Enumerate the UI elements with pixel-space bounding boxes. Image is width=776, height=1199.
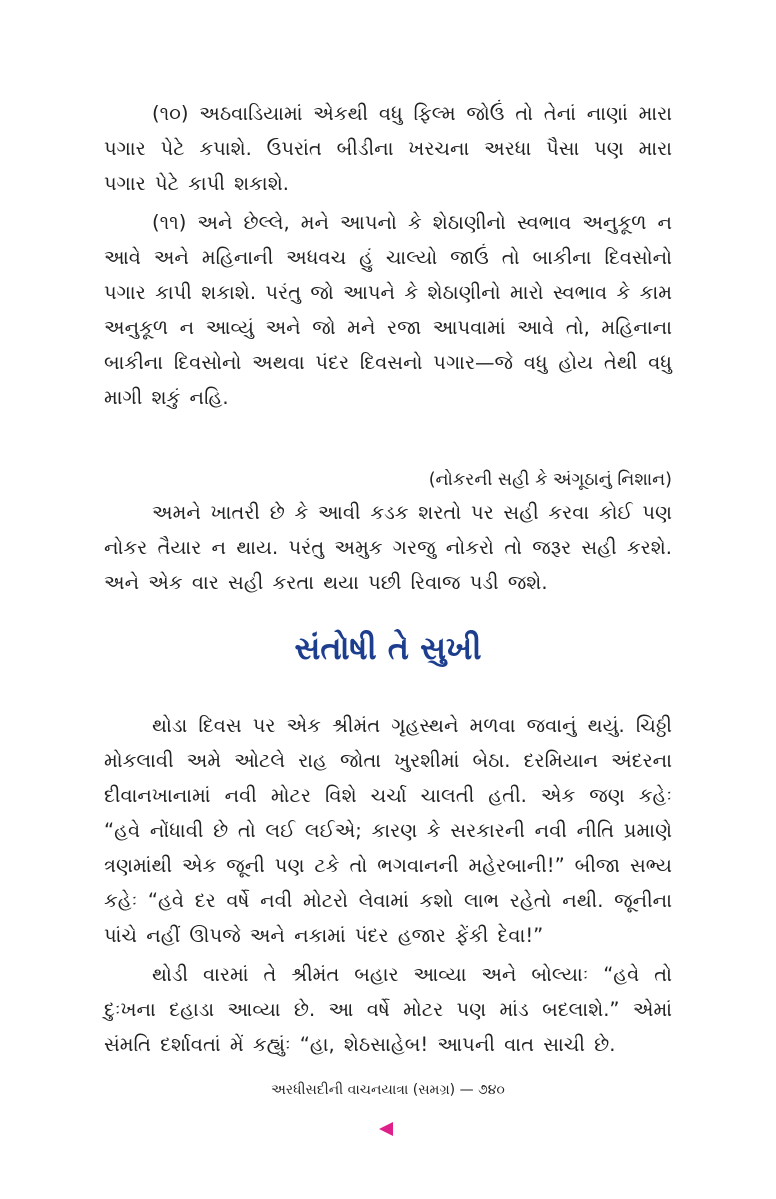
story-paragraph: થોડા દિવસ પર એક શ્રીમંત ગૃહસ્થને મળવા જવાનું થયું. ચિઠ્ઠી મોકલાવી અમે ઓટલે રાહ જોતા ખુરશીમાં બેઠા. દરમિયાન અંદરના દીવાનખાનામાં નવી મોટર વિશે ચર્ચા ચાલતી હતી. એક જણ કહેઃ “હવે નોંધાવી છે તો લઈ લઈએ; કારણ કે સરકારની નવી નીતિ પ્રમાણે ત્રણમાંથી એક જૂની પણ ટકે તો ભગવાનની મહેરબાની!” બીજા સભ્ય કહેઃ “હવે દર વર્ષે નવી મોટરો લેવામાં કશો લાભ રહેતો નથી. જૂનીના પાંચે નહીં ઊપજે અને નકામાં પંદર હજાર ફેંકી દેવા!”: [104, 714, 672, 947]
story-paragraph: થોડી વારમાં તે શ્રીમંત બહાર આવ્યા અને બોલ્યાઃ “હવે તો દુઃખના દહાડા આવ્યા છે. આ વર્ષે મોટર પણ માંડ બદલાશે.” એમાં સંમતિ દર્શાવતાં મેં કહ્યુંઃ “હા, શેઠસાહેબ! આપની વાત સાચી છે.: [104, 963, 672, 1056]
closing-paragraph: અમને ખાતરી છે કે આવી કડક શરતો પર સહી કરવા કોઈ પણ નોકર તૈયાર ન થાય. પરંતુ અમુક ગરજુ નોકરો તો જરૂર સહી કરશે. અને એક વાર સહી કરતા થયા પછી રિવાજ પડી જશે.: [104, 501, 672, 594]
story-title: સંતોષી તે સુખી: [294, 629, 482, 667]
page-body: [104, 96, 672, 1056]
rule-10-paragraph: (૧૦) અઠવાડિયામાં એકથી વધુ ફિલ્મ જોઉં તો તેનાં નાણાં મારા પગાર પેટે કપાશે. ઉપરાંત બીડીના ખરચના અરધા પૈસા પણ મારા પગાર પેટે કાપી શકાશે.: [104, 102, 672, 195]
story-section: [104, 708, 672, 1062]
page-footer: અરધીસદીની વાચનયાત્રા (સમગ્ર) — ૭૪૦: [271, 1082, 505, 1098]
rules-section: [104, 96, 672, 600]
rule-11-paragraph: (૧૧) અને છેલ્લે, મને આપનો કે શેઠાણીનો સ્વભાવ અનુકૂળ ન આવે અને મહિનાની અધવચ હું ચાલ્યો જાઉં તો બાકીના દિવસોનો પગાર કાપી શકાશે. પરંતુ જો આપને કે શેઠાણીનો મારો સ્વભાવ કે કામ અનુકૂળ ન આવ્યું અને જો મને રજા આપવામાં આવે તો, મહિનાના બાકીના દિવસોનો અથવા પંદર દિવસનો પગાર—જે વધુ હોય તેથી વધુ માગી શકું નહિ.: [104, 211, 672, 409]
left-triangle-icon[interactable]: [379, 1122, 393, 1136]
signature-line: (નોકરની સહી કે અંગૂઠાનું નિશાન): [428, 470, 672, 490]
